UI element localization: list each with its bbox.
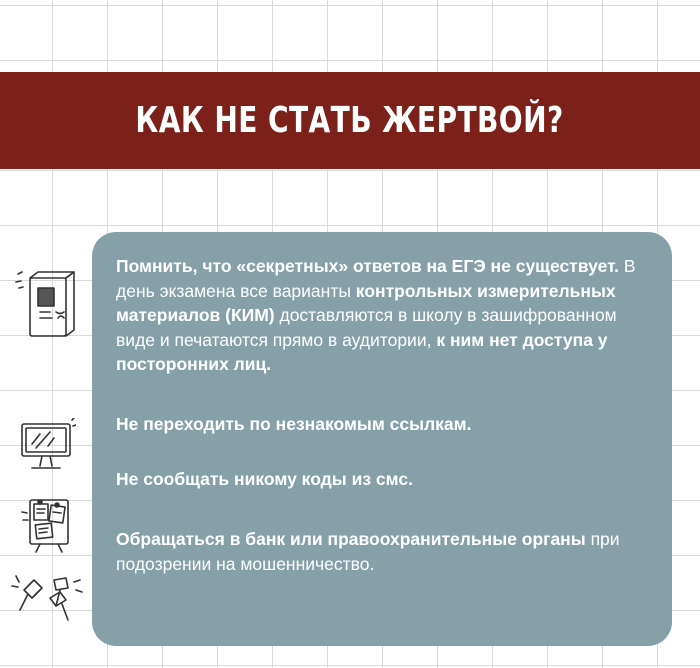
tip-contact-authorities: [116, 527, 656, 576]
book-icon: [14, 268, 78, 348]
tip-contact-authorities-text: при подозрении на мошенничество.: [116, 529, 620, 574]
tip-links: [116, 412, 656, 437]
monitor-icon: [16, 418, 76, 476]
tip-exam-answers-text-2: доставляются в школу в зашифрованном виде и печатаются прямо в аудитории,: [116, 305, 617, 350]
page-title: КАК НЕ СТАТЬ ЖЕРТВОЙ?: [135, 100, 565, 141]
tip-sms-codes-bold: Не сообщать никому коды из смс.: [116, 468, 413, 489]
notes-board-icon: [20, 492, 76, 554]
tip-exam-answers: [116, 254, 656, 377]
tip-exam-answers-text-1: В день экзамена все варианты: [116, 256, 636, 301]
tip-sms-codes: [116, 467, 656, 492]
tip-exam-answers-bold-3: к ним нет доступа у посторонних лиц.: [116, 329, 608, 375]
tip-exam-answers-bold-2: контрольных измерительных материалов (КИМ): [116, 280, 616, 326]
pushpins-icon: [10, 570, 86, 628]
tips-card: [92, 232, 672, 646]
tip-links-bold: Не переходить по незнакомым ссылкам.: [116, 413, 472, 434]
tip-contact-authorities-bold: Обращаться в банк или правоохранительные органы: [116, 529, 586, 550]
title-banner: [0, 72, 700, 169]
tip-exam-answers-bold-1: Помнить, что «секретных» ответов на ЕГЭ не существует.: [116, 256, 619, 276]
